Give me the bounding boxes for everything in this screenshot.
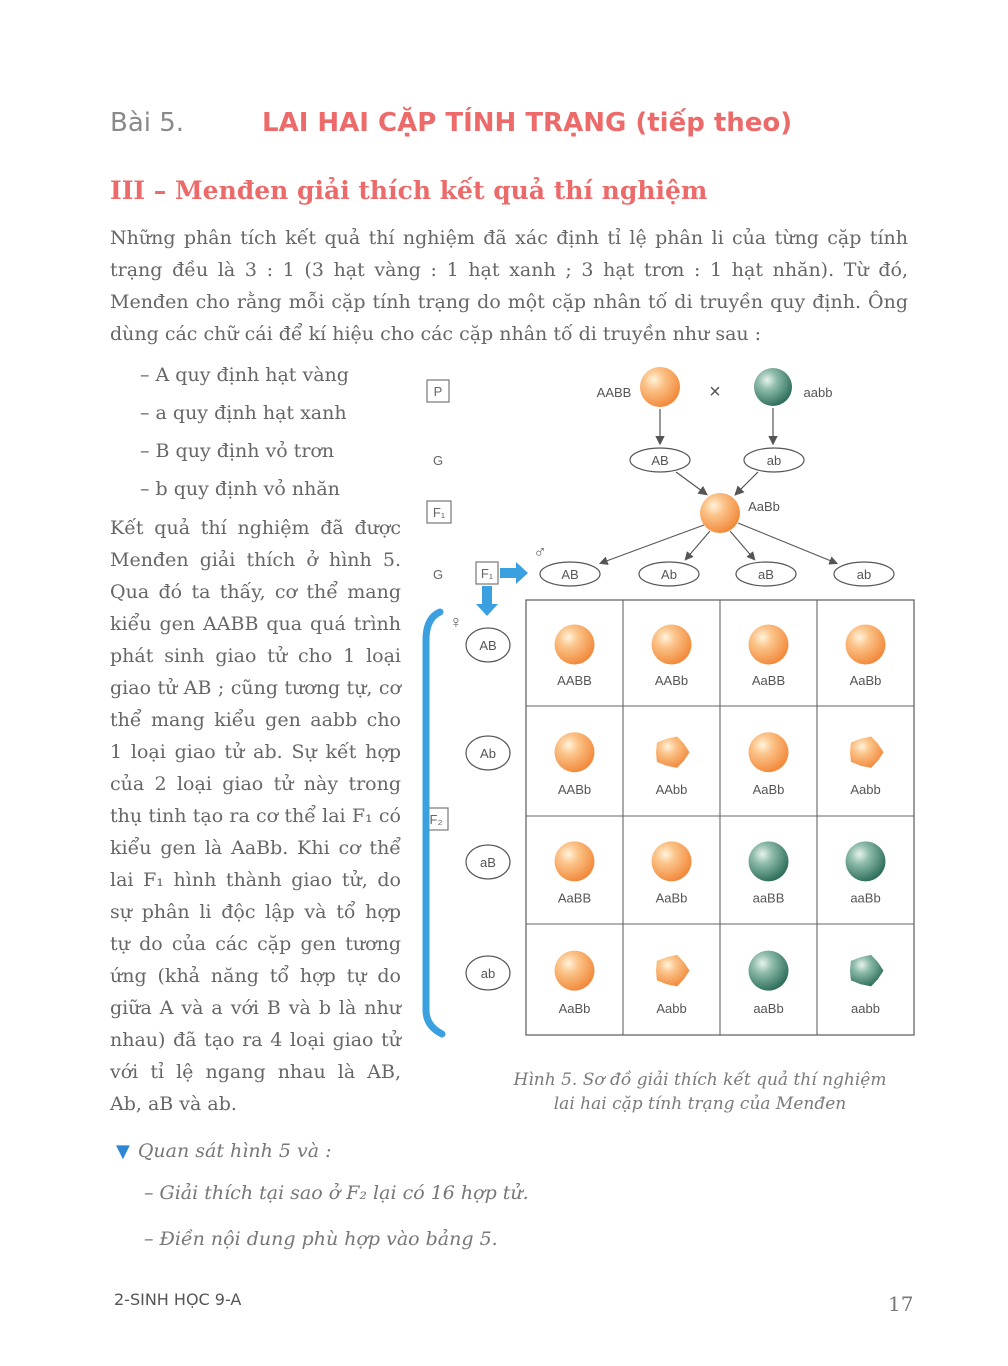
lesson-number: Bài 5. — [110, 108, 185, 138]
svg-text:Ab: Ab — [480, 746, 496, 761]
female-symbol: ♀ — [449, 612, 463, 632]
punnett-genotype-label: Aabb — [850, 782, 881, 797]
punnett-genotype-label: AABb — [557, 782, 592, 797]
label-G2: G — [432, 567, 444, 582]
green-wrinkled-seed — [850, 955, 884, 987]
gene-symbol-list — [140, 356, 410, 508]
yellow-smooth-seed — [749, 732, 789, 772]
svg-text:AB: AB — [479, 638, 497, 653]
blue-arrow-down — [476, 586, 498, 616]
green-smooth-seed — [846, 841, 886, 881]
svg-text:F₁: F₁ — [480, 566, 494, 581]
question-item: – Điền nội dung phù hợp vào bảng 5. — [144, 1228, 498, 1250]
female-gametes — [466, 628, 510, 990]
punnett-genotype-label: AaBb — [558, 1000, 591, 1016]
punnett-genotype-label: aaBb — [753, 1000, 784, 1016]
svg-text:AB: AB — [651, 453, 669, 468]
side-paragraph: Kết quả thí nghiệm đã được Menđen giải thích ở hình 5. Qua đó ta thấy, cơ thể mang kiểu gen AABB qua quá trình phát sinh giao tử cho 1 loại giao tử AB ; cũng tương tự, cơ thể mang kiểu gen aabb cho 1 loại giao tử ab. Sự kết hợp của 2 loại giao tử này trong thụ tinh tạo ra cơ thể lai F₁ có kiểu gen là AaBb. Khi cơ thể lai F₁ hình thành giao tử, do sự phân li độc lập và tổ hợp tự do của các cặp gen tương ứng (khả năng tổ hợp tự do giữa A và a với B và b là như nhau) đã tạo ra 4 loại giao tử với tỉ lệ ngang nhau là AB, Ab, aB và ab. — [110, 517, 401, 1115]
gene-symbol-item: – a quy định hạt xanh — [140, 402, 347, 424]
punnett-genotype-label: AaBB — [751, 672, 786, 688]
yellow-smooth-seed — [555, 625, 595, 665]
label-P: P — [433, 384, 443, 399]
intro-text: Những phân tích kết quả thí nghiệm đã xác định tỉ lệ phân li của từng cặp tính trạng đều là 3 : 1 (3 hạt vàng : 1 hạt xanh ; 3 hạt trơn : 1 hạt nhăn). Từ đó, Menđen cho rằng mỗi cặp tính trạng do một cặp nhân tố di truyền quy định. Ông dùng các chữ cái để kí hiệu cho các cặp nhân tố di truyền như sau : — [110, 227, 908, 345]
green-smooth-seed — [749, 951, 789, 991]
gene-symbol-item: – A quy định hạt vàng — [140, 364, 349, 386]
punnett-square — [526, 600, 914, 1035]
gene-symbol-item: – B quy định vỏ trơn — [140, 440, 335, 462]
f1-genotype: AaBb — [748, 499, 780, 514]
svg-text:ab: ab — [766, 453, 782, 468]
punnett-genotype-label: aabb — [851, 1000, 880, 1016]
yellow-smooth-seed — [846, 625, 886, 665]
figure-caption — [440, 1068, 960, 1116]
lesson-title: LAI HAI CẶP TÍNH TRẠNG (tiếp theo) — [262, 108, 793, 138]
label-F1: F₁ — [432, 505, 446, 520]
parent-left-genotype: AABB — [596, 385, 632, 400]
parent-yellow-seed — [640, 367, 680, 407]
question-item: – Giải thích tại sao ở F₂ lại có 16 hợp tử. — [144, 1182, 529, 1204]
cross-symbol: × — [709, 381, 721, 403]
yellow-wrinkled-seed — [656, 737, 690, 768]
punnett-genotype-label: AaBb — [752, 782, 785, 797]
yellow-smooth-seed — [555, 732, 595, 772]
f1-seed — [700, 493, 740, 533]
label-F2: F₂ — [429, 812, 443, 827]
svg-text:ab: ab — [856, 567, 872, 582]
punnett-genotype-label: AABb — [654, 672, 689, 688]
blue-arrow-right — [500, 562, 528, 584]
yellow-smooth-seed — [555, 841, 595, 881]
punnett-genotype-label: AABB — [557, 672, 592, 688]
yellow-smooth-seed — [555, 951, 595, 991]
intro-paragraph — [110, 222, 908, 350]
parent-green-seed — [754, 368, 792, 406]
section-title: III – Menđen giải thích kết quả thí nghiệm — [110, 176, 708, 205]
question-lead-text: Quan sát hình 5 và : — [137, 1140, 332, 1162]
triangle-bullet-icon: ▼ — [116, 1141, 130, 1162]
cross-diagram — [418, 360, 918, 1050]
yellow-smooth-seed — [749, 625, 789, 665]
punnett-genotype-label: aaBB — [752, 890, 785, 906]
yellow-smooth-seed — [652, 841, 692, 881]
punnett-genotype-label: AaBB — [557, 890, 592, 906]
punnett-genotype-label: AaBb — [655, 890, 688, 906]
punnett-genotype-label: Aabb — [656, 1000, 687, 1016]
punnett-genotype-label: AAbb — [655, 782, 688, 797]
svg-text:ab: ab — [480, 966, 496, 981]
svg-text:aB: aB — [480, 855, 496, 870]
green-smooth-seed — [749, 841, 789, 881]
book-label: 2-SINH HỌC 9-A — [114, 1290, 242, 1309]
question-lead — [116, 1140, 916, 1162]
male-gametes — [540, 562, 894, 586]
label-G1: G — [432, 453, 444, 468]
punnett-genotype-label: aaBb — [850, 890, 881, 906]
svg-text:Ab: Ab — [661, 567, 677, 582]
parent-right-genotype: aabb — [803, 385, 833, 400]
svg-text:AB: AB — [561, 567, 579, 582]
punnett-genotype-label: AaBb — [849, 672, 882, 688]
caption-line-1: Hình 5. Sơ đồ giải thích kết quả thí nghiệm — [513, 1070, 887, 1090]
yellow-wrinkled-seed — [656, 955, 690, 987]
svg-text:aB: aB — [758, 567, 774, 582]
yellow-wrinkled-seed — [850, 737, 884, 768]
page-number: 17 — [888, 1292, 914, 1316]
male-symbol: ♂ — [533, 542, 547, 562]
gene-symbol-item: – b quy định vỏ nhăn — [140, 478, 340, 500]
caption-line-2: lai hai cặp tính trạng của Menđen — [553, 1094, 847, 1114]
yellow-smooth-seed — [652, 625, 692, 665]
